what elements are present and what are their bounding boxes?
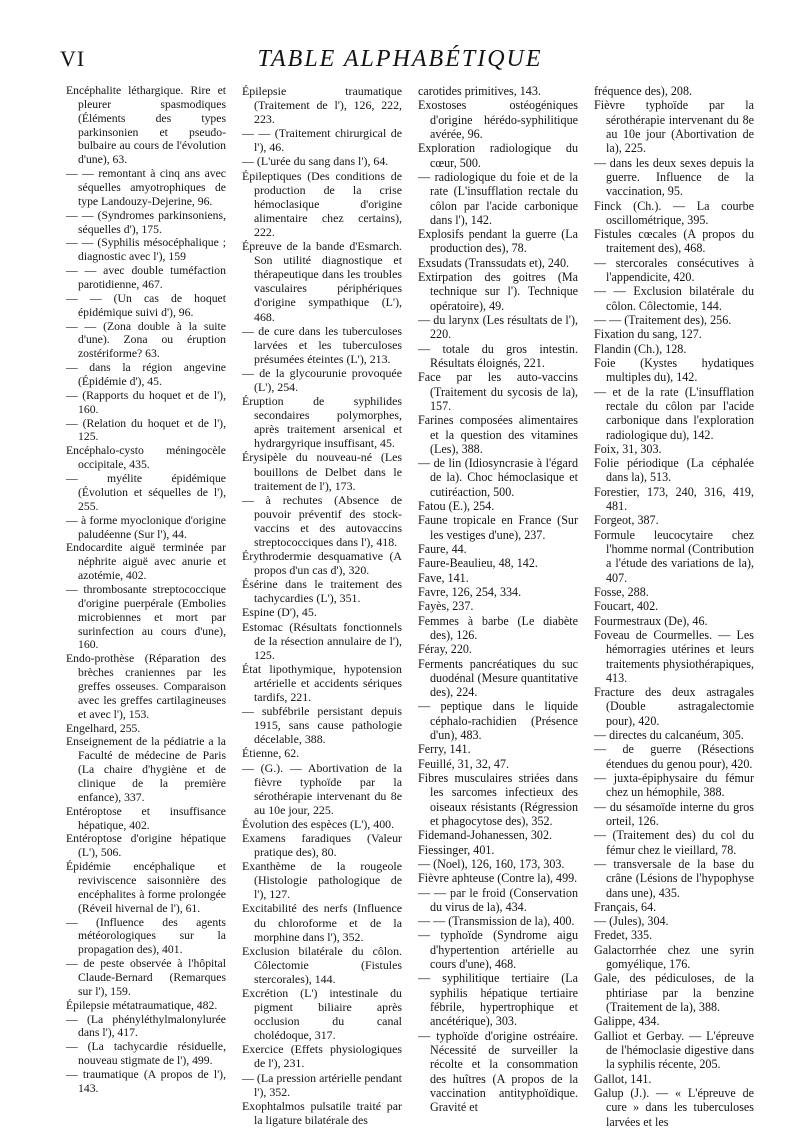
running-title: TABLE ALPHABÉTIQUE <box>257 46 543 72</box>
index-entry: — (Noel), 126, 160, 173, 303. <box>418 856 565 871</box>
index-entry: — dans les deux sexes depuis la guerre. Influence de la vaccination, 95. <box>594 155 754 199</box>
index-entry: Fièvre typhoïde par la sérothérapie intervenant du 8e au 10e jour (Abortivation de la), 225. <box>594 98 754 156</box>
index-columns <box>66 84 756 1134</box>
index-entry: Épilepsie métatraumatique, 482. <box>66 998 218 1012</box>
index-entry: — — (Transmission de la), 400. <box>418 914 575 929</box>
index-entry: — à rechutes (Absence de pouvoir préventif des stock-vaccins et des autovaccins streptococciques dans l'), 418. <box>242 492 402 549</box>
index-entry: Fourmestraux (De), 46. <box>594 613 708 628</box>
index-entry: — radiologique du foie et de la rate (L'insufflation rectale du côlon par l'acide carbonique dans l'), 142. <box>418 169 578 227</box>
index-entry: Entéroptose et insuffisance hépatique, 402. <box>66 804 226 832</box>
index-entry: Ferry, 141. <box>418 742 471 757</box>
index-entry: Galup (J.). — « L'épreuve de cure » dans les tuberculoses larvées et les <box>594 1085 754 1129</box>
index-entry: — (L'urée du sang dans l'), 64. <box>242 154 389 169</box>
index-entry: Fidemand-Johanessen, 302. <box>418 828 553 843</box>
index-entry: — du sésamoïde interne du gros orteil, 126. <box>594 799 754 828</box>
index-entry: — à forme myoclonique d'origine paludéenne (Sur l'), 44. <box>66 513 226 541</box>
index-entry: Espine (D'), 45. <box>242 605 317 620</box>
index-entry: — juxta-épiphysaire du fémur chez un hémophile, 388. <box>594 771 754 800</box>
index-entry: — — (Syndromes parkinsoniens, séquelles d'), 175. <box>66 208 226 236</box>
index-entry: Épileptiques (Des conditions de production de la crise hémoclasique d'origine alimentaire chez certains), 222. <box>242 168 402 239</box>
index-entry: — dans la région angevine (Épidémie d'), 45. <box>66 361 226 389</box>
index-entry: Explosifs pendant la guerre (La production des), 78. <box>418 227 578 256</box>
index-entry: Étienne, 62. <box>242 746 300 761</box>
index-entry: — — (Traitement chirurgical de l'), 46. <box>242 126 402 155</box>
index-entry: Femmes à barbe (Le diabète des), 126. <box>418 613 578 642</box>
index-column-2 <box>242 84 402 1134</box>
index-entry: Exsudats (Transsudats et), 240. <box>418 255 570 270</box>
index-entry: Excitabilité des nerfs (Influence du chloroforme et de la morphine dans l'), 352. <box>242 901 402 944</box>
index-entry: Foucart, 402. <box>594 599 659 614</box>
index-entry: Exercice (Effets physiologiques de l'), 231. <box>242 1042 402 1071</box>
index-entry: Formule leucocytaire chez l'homme normal (Contribution a l'étude des variations de la), 407. <box>594 527 754 585</box>
index-entry: Finck (Ch.). — La courbe oscillométrique, 395. <box>594 198 754 227</box>
index-entry: Face par les auto-vaccins (Traitement du sycosis de la), 157. <box>418 370 578 413</box>
index-entry: Farines composées alimentaires et la question des vitamines (Les), 388. <box>418 413 578 456</box>
index-entry: — (La phényléthylmalonylurée dans l'), 417. <box>66 1012 226 1040</box>
index-entry: — stercorales consécutives à l'appendicite, 420. <box>594 255 754 285</box>
index-entry: Évolution des espèces (L'), 400. <box>242 816 395 831</box>
index-entry: Fibres musculaires striées dans les sarcomes infectieux des oiseaux résistants (Régression et phagocytose des), 352. <box>418 771 578 828</box>
index-entry: — de cure dans les tuberculoses larvées et les tuberculoses présumées éteintes (L'), 213. <box>242 323 402 366</box>
index-entry: Folie périodique (La céphalée dans la), 513. <box>594 456 754 485</box>
index-entry: — peptique dans le liquide céphalo-rachidien (Présence d'un), 483. <box>418 699 578 743</box>
index-entry: — (La pression artérielle pendant l'), 352. <box>242 1070 402 1099</box>
index-entry: Exclusion bilatérale du côlon. Côlectomie (Fistules stercorales), 144. <box>242 943 402 986</box>
index-entry: Endo-prothèse (Réparation des brèches craniennes par les greffes osseuses. Comparaison avec les greffes cartilagineuses et avec l'), 153. <box>66 652 226 721</box>
page-number: VI <box>60 46 86 71</box>
index-entry: Gallot, 141. <box>594 1071 652 1086</box>
index-entry: Faure, 44. <box>418 542 467 556</box>
index-entry: — — (Syphilis mésocéphalique ; diagnostic avec l'), 159 <box>66 236 226 264</box>
index-entry: Ésérine dans le traitement des tachycardies (L'), 351. <box>242 577 402 606</box>
index-entry: Fredet, 335. <box>594 928 653 943</box>
index-entry: — — (Traitement des), 256. <box>594 313 732 327</box>
index-entry: — — (Un cas de hoquet épidémique suivi d'), 96. <box>66 291 226 319</box>
index-entry: Enseignement de la pédiatrie a la Faculté de médecine de Paris (La chaire d'hygiène et de clinique de la première enfance), 337. <box>66 735 226 804</box>
index-entry: Endocardite aiguë terminée par néphrite aiguë avec anurie et azotémie, 402. <box>66 541 226 583</box>
index-entry: — traumatique (A propos de l'), 143. <box>66 1068 226 1095</box>
index-entry: Extirpation des goitres (Ma technique sur l'). Technique opératoire), 49. <box>418 270 578 313</box>
index-entry: — du larynx (Les résultats de l'), 220. <box>418 313 578 342</box>
index-entry: — subfébrile persistant depuis 1915, sans cause pathologie décelable, 388. <box>242 704 402 747</box>
index-entry: — (Jules), 304. <box>594 914 669 929</box>
index-entry: Exostoses ostéogéniques d'origine hérédo-syphilitique avérée, 96. <box>418 98 578 141</box>
index-entry: Exploration radiologique du cœur, 500. <box>418 141 578 170</box>
index-entry: Faure-Beaulieu, 48, 142. <box>418 556 538 571</box>
index-entry: — (Rapports du hoquet et de l'), 160. <box>66 388 226 416</box>
index-entry: — — par le froid (Conservation du virus de la), 434. <box>418 885 578 914</box>
index-entry: Feuillé, 31, 32, 47. <box>418 756 510 771</box>
index-entry: — et de la rate (L'insufflation rectale du côlon par l'acide carbonique dans l'exploration radiologique du), 142. <box>594 384 754 442</box>
index-entry: Flandin (Ch.), 128. <box>594 341 687 356</box>
index-entry: Foix, 31, 303. <box>594 441 662 456</box>
index-entry: — de guerre (Résections étendues du genou pour), 420. <box>594 742 754 771</box>
index-entry: — — Exclusion bilatérale du côlon. Côlectomie, 144. <box>594 284 754 313</box>
index-entry: Estomac (Résultats fonctionnels de la résection annulaire de l'), 125. <box>242 619 402 662</box>
index-entry: Fiessinger, 401. <box>418 842 495 857</box>
index-column-3 <box>418 84 578 1134</box>
index-column-1 <box>66 84 226 1134</box>
index-entry: Galippe, 434. <box>594 1014 660 1029</box>
index-entry: Épidémie encéphalique et reviviscence saisonnière des encéphalites à forme prolongée (Réveil hivernal de l'), 61. <box>66 860 226 915</box>
index-entry: — syphilitique tertiaire (La syphilis hépatique tertiaire fébrile, hypertrophique et ancétérique), 303. <box>418 971 578 1029</box>
index-entry: Foveau de Courmelles. — Les hémorragies utérines et leurs traitements physiothérapiques, 413. <box>594 627 754 685</box>
index-entry: Favre, 126, 254, 334. <box>418 584 522 599</box>
index-entry: Fièvre aphteuse (Contre la), 499. <box>418 871 578 886</box>
index-entry: Encéphalo-cysto méningocèle occipitale, 435. <box>66 444 226 472</box>
index-entry: — (Relation du hoquet et de l'), 125. <box>66 416 226 444</box>
index-entry: Féray, 220. <box>418 642 472 657</box>
index-entry: Gale, des pédiculoses, de la phtiriase par la benzine (Traitement de la), 388. <box>594 971 754 1014</box>
index-entry: Épilepsie traumatique (Traitement de l'), 126, 222, 223. <box>242 84 402 127</box>
index-entry: — de peste observée à l'hôpital Claude-Bernard (Remarques sur l'), 159. <box>66 957 226 998</box>
index-entry: Ferments pancréatiques du suc duodénal (Mesure quantitative des), 224. <box>418 656 578 700</box>
index-entry: Galliot et Gerbay. — L'épreuve de l'hémoclasie digestive dans la syphilis récente, 205. <box>594 1028 754 1072</box>
index-entry: Exanthème de la rougeole (Histologie pathologique de l'), 127. <box>242 859 402 902</box>
index-entry: — myélite épidémique (Évolution et séquelles de l'), 255. <box>66 472 226 513</box>
index-entry: — de la glycourunie provoquée (L'), 254. <box>242 365 402 394</box>
index-entry: Fayès, 237. <box>418 599 474 614</box>
index-entry: Examens faradiques (Valeur pratique des), 80. <box>242 830 402 860</box>
index-entry: — (Influence des agents météorologiques sur la propagation des), 401. <box>66 915 226 957</box>
index-entry: fréquence des), 208. <box>594 84 693 98</box>
index-entry: État lipothymique, hypotension artérielle et accidents sériques tardifs, 221. <box>242 661 402 705</box>
index-entry: Forgeot, 387. <box>594 513 659 528</box>
index-entry: — typhoïde d'origine ostréaire. Nécessité de surveiller la récolte et la consommation des huîtres (A propos de la vaccination antityphoïdique. Gravité et <box>418 1028 578 1115</box>
index-entry: Faune tropicale en France (Sur les vestiges d'une), 237. <box>418 513 578 542</box>
index-entry: — de lin (Idiosyncrasie à l'égard de la). Choc hémoclasique et cutiréaction, 500. <box>418 456 578 499</box>
index-entry: Excrétion (L') intestinale du pigment biliaire après occlusion du canal cholédoque, 317. <box>242 986 402 1043</box>
index-entry: — typhoïde (Syndrome aigu d'hypertention artérielle au cours d'une), 468. <box>418 928 578 972</box>
page-header <box>60 46 740 80</box>
index-entry: Érysipèle du nouveau-né (Les bouillons de Delbet dans le traitement de l'), 173. <box>242 450 402 493</box>
index-entry: — — avec double tuméfaction parotidienne, 467. <box>66 264 226 292</box>
index-entry: — thrombosante streptococcique d'origine puerpérale (Embolies microbiennes et mort par surinfection au cours d'une), 160. <box>66 582 226 652</box>
index-entry: Exophtalmos pulsatile traité par la ligature bilatérale des <box>242 1098 402 1127</box>
index-entry: Fatou (E.), 254. <box>418 499 495 514</box>
index-entry: Fave, 141. <box>418 570 469 585</box>
index-entry: Érythrodermie desquamative (A propos d'un cas d'), 320. <box>242 549 402 578</box>
index-entry: — (La tachycardie résiduelle, nouveau stigmate de l'), 499. <box>66 1040 226 1068</box>
index-entry: Français, 64. <box>594 899 657 914</box>
index-entry: Fixation du sang, 127. <box>594 327 702 342</box>
index-entry: — directes du calcanéum, 305. <box>594 728 744 743</box>
index-entry: Forestier, 173, 240, 316, 419, 481. <box>594 484 754 514</box>
index-entry: Éruption de syphilides secondaires polymorphes, après traitement arsenical et hydrargyrique insuffisant, 45. <box>242 394 402 451</box>
index-entry: — — (Zona double à la suite d'une). Zona ou éruption zostériforme? 63. <box>66 319 226 361</box>
index-entry: Fistules cœcales (A propos du traitement des), 468. <box>594 227 754 256</box>
index-entry: Galactorrhée chez une syrin gomyélique, 176. <box>594 942 754 972</box>
index-entry: — — remontant à cinq ans avec séquelles amyotrophiques de type Landouzy-Dejerine, 96. <box>66 167 226 208</box>
index-entry: Encéphalite léthargique. Rire et pleurer spasmodiques (Éléments des types parkinsonien et pseudo-bulbaire au cours de l'évolution d'une), 63. <box>66 84 226 167</box>
index-entry: Engelhard, 255. <box>66 721 141 735</box>
index-entry: — totale du gros intestin. Résultats éloignés, 221. <box>418 341 578 370</box>
index-entry: carotides primitives, 143. <box>418 84 541 98</box>
index-entry: Entéroptose d'origine hépatique (L'), 506. <box>66 832 226 860</box>
index-column-4 <box>594 84 754 1134</box>
index-entry: — transversale de la base du crâne (Lésions de l'hypophyse dans une), 435. <box>594 856 754 900</box>
index-entry: — (Traitement des) du col du fémur chez le vieillard, 78. <box>594 828 754 857</box>
index-entry: Foie (Kystes hydatiques multiples du), 142. <box>594 355 754 385</box>
index-entry: — (G.). — Abortivation de la fièvre typhoïde par la sérothérapie intervenant du 8e au 10e jour, 225. <box>242 760 402 817</box>
index-entry: Fracture des deux astragales (Double astragalectomie pour), 420. <box>594 685 754 728</box>
index-entry: Épreuve de la bande d'Esmarch. Son utilité diagnostique et thérapeutique dans les troubles vasculaires périphériques d'origine sympathique (L'), 468. <box>242 239 402 324</box>
index-entry: Fosse, 288. <box>594 584 649 599</box>
